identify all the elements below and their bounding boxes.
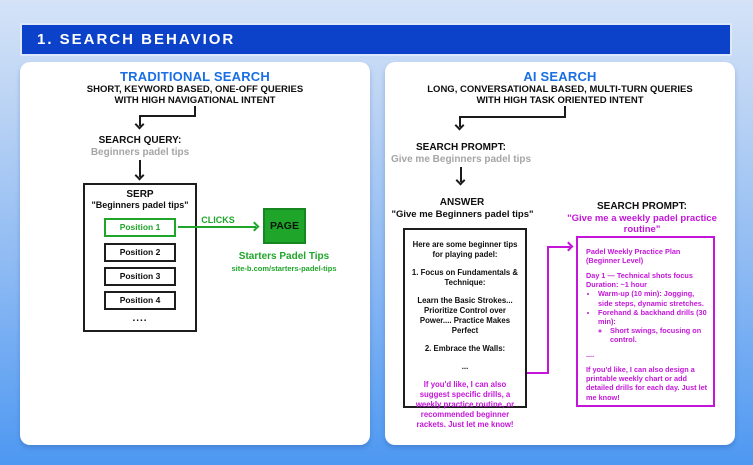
search-prompt-label: SEARCH PROMPT: [415,142,506,153]
search-query-label: SEARCH QUERY: [98,135,182,146]
answer-quote: "Give me Beginners padel tips" [391,209,534,220]
search-query-value: Beginners padel tips [90,147,190,158]
search-prompt-value: Give me Beginners padel tips [390,154,532,165]
serp-box [83,183,197,332]
ai-search-subtitle-line2: WITH HIGH TASK ORIENTED INTENT [476,95,644,106]
ai-answer-box [403,228,527,429]
answer-paragraph: 2. Embrace the Walls: [424,343,506,353]
plan-heading: Padel Weekly Practice Plan (Beginner Level) [586,247,681,266]
ai-search-panel [385,62,735,445]
serp-result-position-1[interactable]: Position 1 [104,218,176,237]
arrow-down-icon [135,120,145,130]
plan-followup-offer: If you'd like, I can also design a printable weekly chart or add detailed drills for each day. Just let me know! [586,365,708,402]
plan-bullet-text: Forehand & backhand drills (30 min): [598,307,707,326]
traditional-search-subtitle-line2: WITH HIGH NAVIGATIONAL INTENT [114,95,276,106]
serp-more-results-ellipsis: .... [132,313,148,324]
traditional-search-title: TRADITIONAL SEARCH [120,69,270,84]
traditional-search-panel [20,62,370,445]
section-title: 1. SEARCH BEHAVIOR [37,31,236,48]
connector-line [527,372,549,374]
connector-line [459,116,566,118]
serp-title: SERP [126,189,154,200]
arrow-down-icon [455,121,465,131]
search-prompt-2-quote: "Give me a weekly padel practice routine" [567,213,717,235]
arrow-down-icon [135,171,145,181]
serp-result-position-2[interactable]: Position 2 [104,243,176,262]
connector-line [178,226,256,228]
page-box [263,208,306,244]
section-banner [20,23,732,56]
page-result-title: Starters Padel Tips [238,251,330,262]
serp-query-text: "Beginners padel tips" [91,200,189,210]
answer-paragraph: 1. Focus on Fundamentals & Technique: [411,267,519,287]
ai-plan-box [576,236,715,407]
clicks-label: CLICKS [201,215,235,225]
page-box-label: PAGE [270,220,299,232]
serp-result-position-3[interactable]: Position 3 [104,267,176,286]
plan-bullet: • Warm-up (10 min): Jogging, side steps, dynamic stretches. [598,289,708,307]
plan-ellipsis: .... [586,350,595,360]
plan-bullet [598,308,708,344]
plan-duration: Duration: ~1 hour [586,280,648,290]
plan-day: Day 1 — Technical shots focus [586,271,693,281]
ai-search-subtitle-line1: LONG, CONVERSATIONAL BASED, MULTI-TURN QUERIES [427,84,693,95]
answer-followup-offer: If you'd like, I can also suggest specific drills, a weekly practice routine, or recommended beginner rackets. Just let me know! [415,379,515,429]
connector-line [139,115,196,117]
answer-ellipsis: ... [461,361,469,371]
page-result-url: site-b.com/starters-padel-tips [231,264,337,273]
serp-result-position-4[interactable]: Position 4 [104,291,176,310]
plan-sub-bullet: ◦ Short swings, focusing on control. [610,326,708,344]
arrow-right-icon [564,242,574,252]
ai-search-title: AI SEARCH [523,69,597,84]
answer-label: ANSWER [439,197,485,208]
connector-line [547,246,549,374]
arrow-right-icon [250,222,260,232]
plan-sub-bullet-list [610,326,708,344]
search-prompt-2-label: SEARCH PROMPT: [596,201,687,212]
answer-paragraph: Here are some beginner tips for playing padel: [412,240,518,259]
answer-paragraph: Learn the Basic Strokes... Prioritize Control over Power.... Practice Makes Perfect [417,295,513,335]
arrow-down-icon [456,176,466,186]
plan-bullet-list [598,289,708,344]
traditional-search-subtitle-line1: SHORT, KEYWORD BASED, ONE-OFF QUERIES [86,84,304,95]
